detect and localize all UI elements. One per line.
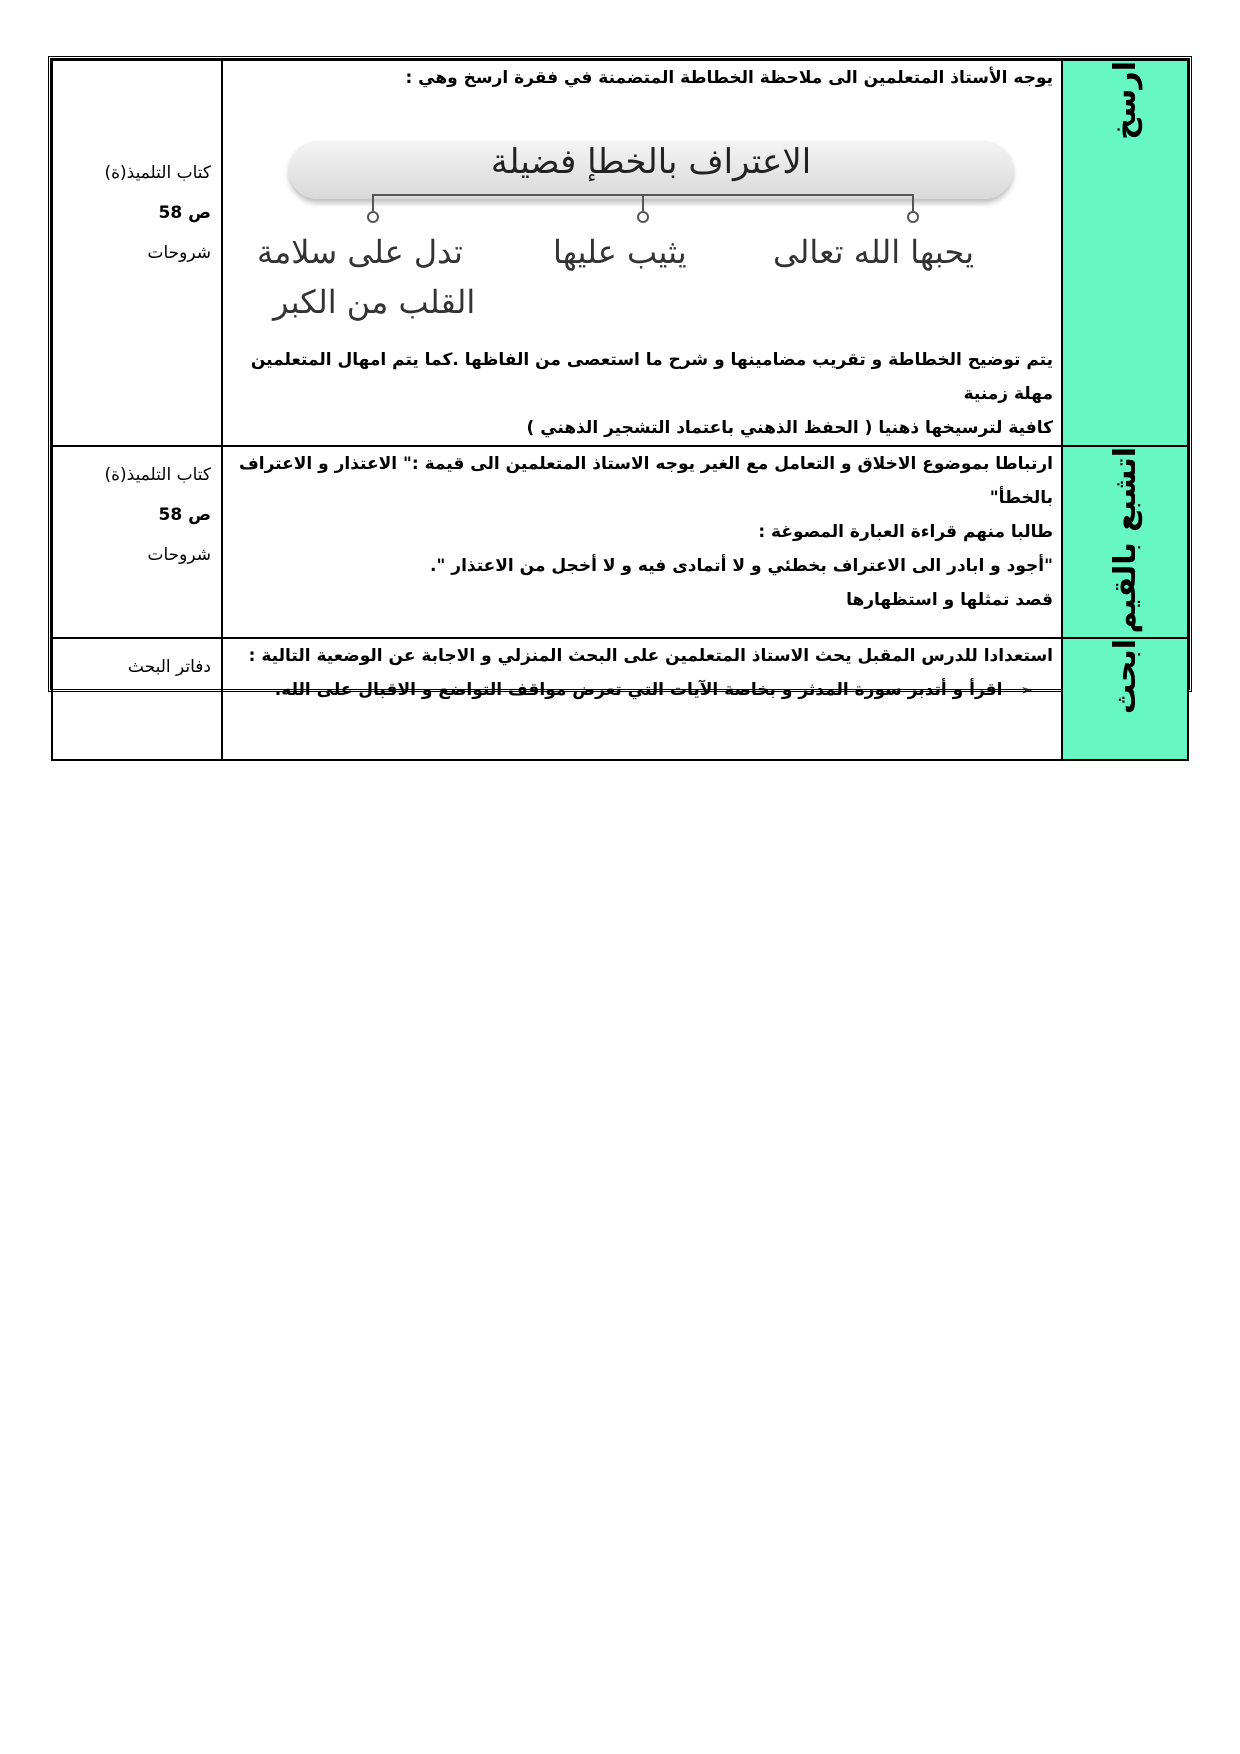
activity-cell: [222, 446, 1062, 638]
body-line: يتم توضيح الخطاطة و تقريب مضامينها و شرح ما استعصى من الفاظها .كما يتم امهال المتعلمين مهلة زمنية: [250, 350, 1053, 404]
resources-list: [53, 639, 221, 687]
mind-map: [233, 95, 1053, 343]
resources-cell: [52, 60, 222, 446]
resource-item: شروحات: [147, 545, 211, 565]
phase-label: ابحث: [1107, 639, 1143, 715]
body-line: كافية لترسيخها ذهنيا ( الحفظ الذهني باعتماد التشجير الذهني ): [526, 418, 1053, 438]
phase-label: اتشبع بالقيم: [1107, 447, 1143, 634]
bullet-text: اقرأ و أتدبر سورة المدثر و بخاصة الآيات التي تعرض مواقف التواضع و الاقبال على الله.: [274, 680, 1003, 701]
lesson-table-frame: [48, 56, 1192, 715]
body-line: استعدادا للدرس المقبل يحث الاستاذ المتعلمين على البحث المنزلي و الاجابة عن الوضعية التالية :: [248, 646, 1053, 667]
activity-cell: [222, 638, 1062, 760]
table-row: [52, 638, 1188, 760]
resource-item: كتاب التلميذ(ة): [104, 465, 211, 485]
branch-3: تدل على سلامة: [257, 233, 463, 271]
lesson-plan-table: [51, 59, 1189, 761]
mind-map-title: الاعتراف بالخطإ فضيلة: [490, 142, 812, 182]
resource-item: شروحات: [147, 243, 211, 263]
resources-cell: [52, 638, 222, 760]
phase-label: ارسخ: [1107, 61, 1143, 140]
branch-2: يثيب عليها: [553, 233, 687, 271]
table-row: [52, 446, 1188, 638]
resource-item: كتاب التلميذ(ة): [104, 163, 211, 183]
body-line: ارتباطا بموضوع الاخلاق و التعامل مع الغير يوجه الاستاذ المتعلمين الى قيمة :" الاعتذار و الاعتراف بالخطأ": [239, 454, 1053, 508]
resources-list: [53, 61, 221, 273]
phase-cell-research: [1062, 638, 1188, 760]
branch-1: يحبها الله تعالى: [773, 233, 974, 271]
phase-cell-consolidate: [1062, 60, 1188, 446]
body-line: "أجود و ابادر الى الاعتراف بخطئي و لا أتمادى فيه و لا أخجل من الاعتذار ".: [430, 556, 1053, 576]
resources-list: [53, 447, 221, 575]
table-row: [52, 60, 1188, 446]
phase-cell-values: [1062, 446, 1188, 638]
activity-cell: [222, 60, 1062, 446]
resources-cell: [52, 446, 222, 638]
resource-item: دفاتر البحث: [127, 657, 211, 678]
activity-content: [223, 447, 1061, 617]
bullet-item: [233, 673, 1053, 707]
arrow-bullet-icon: ➢: [1020, 681, 1033, 700]
branch-3-continued: القلب من الكبر: [273, 283, 476, 321]
intro-text: يوجه الأستاذ المتعلمين الى ملاحظة الخطاطة المتضمنة في فقرة ارسخ وهي :: [405, 68, 1053, 88]
resource-item: ص 58: [158, 203, 211, 223]
mind-map-connectors: [233, 95, 1053, 255]
activity-content: [223, 61, 1061, 445]
body-line: قصد تمثلها و استظهارها: [846, 590, 1053, 610]
resource-item: ص 58: [158, 505, 211, 525]
activity-content: [223, 639, 1061, 707]
body-line: طالبا منهم قراءة العبارة المصوغة :: [758, 522, 1053, 542]
